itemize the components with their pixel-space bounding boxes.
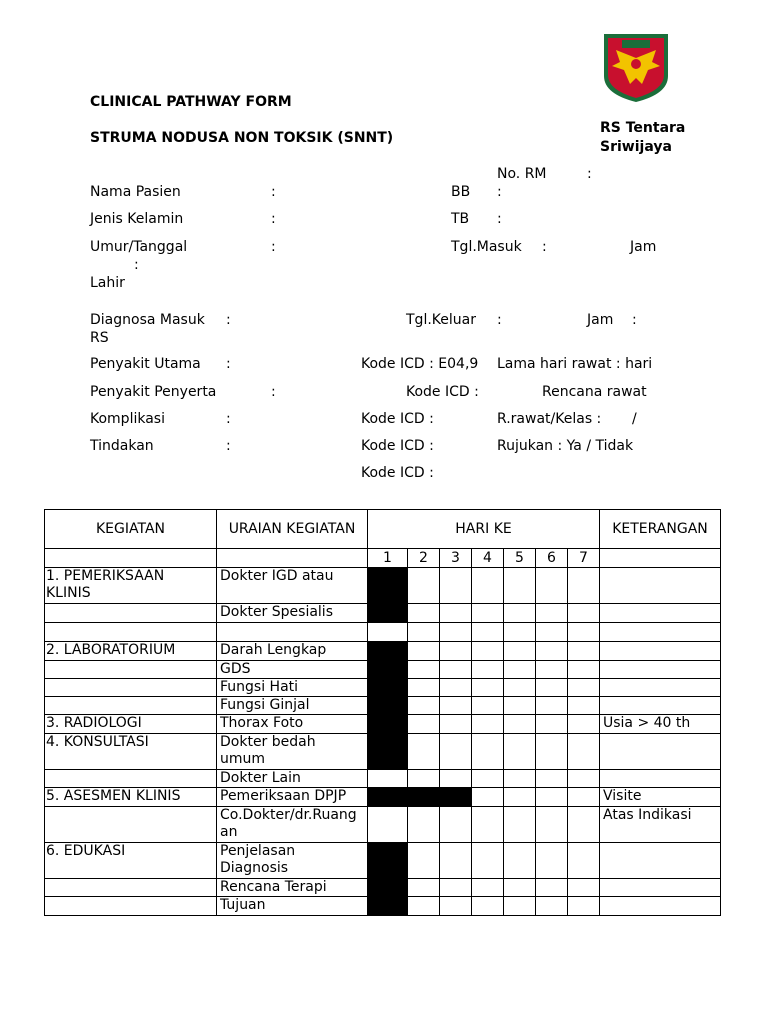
form-title: CLINICAL PATHWAY FORM <box>90 94 292 110</box>
table-row <box>45 623 721 642</box>
day-cell <box>472 897 504 916</box>
day-cell <box>440 807 472 843</box>
tgl-keluar-colon: : <box>497 312 502 328</box>
day-cell <box>568 623 600 642</box>
day-cell <box>472 788 504 807</box>
uraian-cell: Dokter Spesialis <box>217 604 368 623</box>
day-cell <box>504 788 536 807</box>
day-cell <box>568 770 600 788</box>
table-row <box>45 715 721 734</box>
keterangan-cell <box>600 661 721 679</box>
table-row <box>45 642 721 661</box>
day-3: 3 <box>440 549 472 568</box>
day-cell <box>440 770 472 788</box>
day-cell <box>408 788 440 807</box>
day-cell <box>536 715 568 734</box>
bb-colon: : <box>497 184 502 200</box>
day-cell <box>408 604 440 623</box>
uraian-cell: Rencana Terapi <box>217 879 368 897</box>
day-cell <box>472 843 504 879</box>
day-cell <box>568 697 600 715</box>
day-cell <box>568 788 600 807</box>
uraian-cell: Thorax Foto <box>217 715 368 734</box>
day-cell <box>368 734 408 770</box>
penyakit-utama-label: Penyakit Utama <box>90 356 201 372</box>
table-row <box>45 679 721 697</box>
bb-label: BB <box>451 184 471 200</box>
day-cell <box>408 715 440 734</box>
day-cell <box>368 807 408 843</box>
table-row <box>45 879 721 897</box>
jam-label-2: Jam <box>587 312 614 328</box>
table-row <box>45 770 721 788</box>
hospital-name: RS Tentara <box>600 120 686 136</box>
day-cell <box>472 623 504 642</box>
keterangan-cell <box>600 734 721 770</box>
keterangan-cell <box>600 897 721 916</box>
day-4: 4 <box>472 549 504 568</box>
day-cell <box>408 807 440 843</box>
day-cell <box>368 568 408 604</box>
day-cell <box>368 715 408 734</box>
day-cell <box>504 661 536 679</box>
day-cell <box>440 788 472 807</box>
empty-cell <box>45 549 217 568</box>
keterangan-cell <box>600 697 721 715</box>
kegiatan-cell <box>45 697 217 715</box>
day-cell <box>504 642 536 661</box>
table-row <box>45 843 721 879</box>
lama-rawat: Lama hari rawat : hari <box>497 356 653 372</box>
uraian-cell: GDS <box>217 661 368 679</box>
day-cell <box>568 807 600 843</box>
day-cell <box>440 843 472 879</box>
rujukan: Rujukan : Ya / Tidak <box>497 438 634 454</box>
day-cell <box>472 715 504 734</box>
day-cell <box>504 715 536 734</box>
kegiatan-cell <box>45 807 217 843</box>
form-subtitle: STRUMA NODUSA NON TOKSIK (SNNT) <box>90 130 394 146</box>
day-cell <box>472 807 504 843</box>
day-cell <box>472 734 504 770</box>
day-cell <box>568 642 600 661</box>
day-cell <box>536 807 568 843</box>
empty-cell <box>600 549 721 568</box>
table-row <box>45 604 721 623</box>
day-cell <box>536 604 568 623</box>
diagnosa-colon: : <box>226 312 231 328</box>
day-cell <box>472 568 504 604</box>
kegiatan-cell <box>45 879 217 897</box>
day-cell <box>472 679 504 697</box>
day-cell <box>440 897 472 916</box>
kegiatan-cell: 1. PEMERIKSAAN KLINIS <box>45 568 217 604</box>
uraian-cell: Penjelasan Diagnosis <box>217 843 368 879</box>
day-cell <box>440 679 472 697</box>
uraian-cell: Fungsi Ginjal <box>217 697 368 715</box>
day-cell <box>408 897 440 916</box>
table-row <box>45 734 721 770</box>
day-cell <box>472 661 504 679</box>
day-cell <box>504 879 536 897</box>
uraian-cell: Dokter bedah umum <box>217 734 368 770</box>
day-header-row <box>45 549 721 568</box>
day-cell <box>504 679 536 697</box>
day-cell <box>536 788 568 807</box>
day-cell <box>440 661 472 679</box>
jk-label: Jenis Kelamin <box>90 211 184 227</box>
day-cell <box>368 604 408 623</box>
table-row <box>45 788 721 807</box>
day-cell <box>536 843 568 879</box>
diagnosa-label: Diagnosa Masuk <box>90 312 205 328</box>
table-row <box>45 568 721 604</box>
day-cell <box>536 879 568 897</box>
day-cell <box>536 697 568 715</box>
day-cell <box>408 770 440 788</box>
day-cell <box>504 734 536 770</box>
day-cell <box>568 879 600 897</box>
day-cell <box>568 604 600 623</box>
no-rm-label: No. RM <box>497 166 547 182</box>
header-kegiatan: KEGIATAN <box>45 510 217 549</box>
hospital-name-cont: Sriwijaya <box>600 139 672 155</box>
day-cell <box>568 679 600 697</box>
day-cell <box>472 604 504 623</box>
kegiatan-cell <box>45 661 217 679</box>
keterangan-cell <box>600 568 721 604</box>
day-cell <box>504 568 536 604</box>
day-cell <box>368 843 408 879</box>
nama-label: Nama Pasien <box>90 184 181 200</box>
day-cell <box>408 661 440 679</box>
kode-icd-1: Kode ICD : E04,9 <box>361 356 479 372</box>
kode-icd-3: Kode ICD : <box>361 411 434 427</box>
table-row <box>45 897 721 916</box>
day-cell <box>536 679 568 697</box>
day-cell <box>440 642 472 661</box>
hospital-logo <box>602 32 670 104</box>
umur-colon: : <box>271 239 276 255</box>
day-7: 7 <box>568 549 600 568</box>
day-cell <box>568 661 600 679</box>
day-cell <box>368 788 408 807</box>
kegiatan-cell: 4. KONSULTASI <box>45 734 217 770</box>
day-cell <box>504 843 536 879</box>
day-cell <box>408 642 440 661</box>
penyakit-penyerta-colon: : <box>271 384 276 400</box>
no-rm-colon: : <box>587 166 592 182</box>
keterangan-cell: Visite <box>600 788 721 807</box>
kegiatan-cell: 6. EDUKASI <box>45 843 217 879</box>
day-cell <box>536 661 568 679</box>
keterangan-cell <box>600 843 721 879</box>
keterangan-cell: Usia > 40 th <box>600 715 721 734</box>
day-cell <box>368 661 408 679</box>
table-row <box>45 697 721 715</box>
day-cell <box>408 623 440 642</box>
kegiatan-cell: 3. RADIOLOGI <box>45 715 217 734</box>
day-cell <box>536 568 568 604</box>
day-cell <box>440 715 472 734</box>
day-2: 2 <box>408 549 440 568</box>
rrawat-slash: / <box>632 411 637 427</box>
day-cell <box>504 770 536 788</box>
day-cell <box>536 623 568 642</box>
day-cell <box>440 879 472 897</box>
jam-label-1: Jam <box>630 239 657 255</box>
rencana-rawat: Rencana rawat <box>542 384 647 400</box>
day-cell <box>568 715 600 734</box>
day-cell <box>472 697 504 715</box>
day-cell <box>568 568 600 604</box>
uraian-cell: Co.Dokter/dr.Ruangan <box>217 807 368 843</box>
uraian-cell <box>217 623 368 642</box>
tgl-keluar-label: Tgl.Keluar <box>406 312 476 328</box>
day-cell <box>368 642 408 661</box>
day-cell <box>440 604 472 623</box>
header-hari-ke: HARI KE <box>368 510 600 549</box>
day-cell <box>368 879 408 897</box>
day-cell <box>568 734 600 770</box>
jam-colon-2: : <box>632 312 637 328</box>
day-cell <box>440 623 472 642</box>
keterangan-cell: Atas Indikasi <box>600 807 721 843</box>
day-cell <box>504 807 536 843</box>
uraian-cell: Dokter Lain <box>217 770 368 788</box>
tgl-masuk-colon: : <box>542 239 547 255</box>
umur-label: Umur/Tanggal <box>90 239 188 255</box>
table-row <box>45 661 721 679</box>
day-cell <box>368 679 408 697</box>
day-cell <box>368 770 408 788</box>
komplikasi-label: Komplikasi <box>90 411 165 427</box>
day-cell <box>536 897 568 916</box>
table-row <box>45 807 721 843</box>
day-cell <box>536 642 568 661</box>
tb-label: TB <box>451 211 470 227</box>
day-cell <box>472 770 504 788</box>
day-cell <box>568 843 600 879</box>
day-cell <box>504 604 536 623</box>
day-cell <box>536 770 568 788</box>
kode-icd-2: Kode ICD : <box>406 384 479 400</box>
day-cell <box>368 697 408 715</box>
day-cell <box>368 897 408 916</box>
day-cell <box>408 697 440 715</box>
uraian-cell: Pemeriksaan DPJP <box>217 788 368 807</box>
diagnosa-rs: RS <box>90 330 109 346</box>
uraian-cell: Fungsi Hati <box>217 679 368 697</box>
uraian-cell: Tujuan <box>217 897 368 916</box>
kegiatan-cell <box>45 679 217 697</box>
kegiatan-cell <box>45 623 217 642</box>
penyakit-utama-colon: : <box>226 356 231 372</box>
day-cell <box>472 642 504 661</box>
jk-colon: : <box>271 211 276 227</box>
uraian-cell: Darah Lengkap <box>217 642 368 661</box>
day-cell <box>504 697 536 715</box>
uraian-cell: Dokter IGD atau <box>217 568 368 604</box>
kegiatan-cell <box>45 897 217 916</box>
keterangan-cell <box>600 770 721 788</box>
header-keterangan: KETERANGAN <box>600 510 721 549</box>
kegiatan-cell <box>45 604 217 623</box>
penyakit-penyerta-label: Penyakit Penyerta <box>90 384 217 400</box>
day-1: 1 <box>368 549 408 568</box>
day-5: 5 <box>504 549 536 568</box>
day-cell <box>440 734 472 770</box>
kode-icd-5: Kode ICD : <box>361 465 434 481</box>
kegiatan-cell: 5. ASESMEN KLINIS <box>45 788 217 807</box>
keterangan-cell <box>600 642 721 661</box>
day-cell <box>504 623 536 642</box>
kegiatan-cell: 2. LABORATORIUM <box>45 642 217 661</box>
keterangan-cell <box>600 879 721 897</box>
day-cell <box>408 734 440 770</box>
empty-cell <box>217 549 368 568</box>
keterangan-cell <box>600 623 721 642</box>
nama-colon: : <box>271 184 276 200</box>
pathway-table <box>44 509 721 916</box>
day-6: 6 <box>536 549 568 568</box>
kode-icd-4: Kode ICD : <box>361 438 434 454</box>
day-cell <box>408 679 440 697</box>
day-cell <box>408 879 440 897</box>
lahir-label: Lahir <box>90 275 125 291</box>
day-cell <box>440 568 472 604</box>
keterangan-cell <box>600 679 721 697</box>
umur-colon2: : <box>134 257 139 273</box>
day-cell <box>504 897 536 916</box>
header-uraian: URAIAN KEGIATAN <box>217 510 368 549</box>
komplikasi-colon: : <box>226 411 231 427</box>
day-cell <box>440 697 472 715</box>
tindakan-label: Tindakan <box>90 438 154 454</box>
tgl-masuk-label: Tgl.Masuk <box>451 239 522 255</box>
day-cell <box>408 843 440 879</box>
day-cell <box>536 734 568 770</box>
tb-colon: : <box>497 211 502 227</box>
kegiatan-cell <box>45 770 217 788</box>
rrawat-kelas: R.rawat/Kelas : <box>497 411 602 427</box>
day-cell <box>408 568 440 604</box>
keterangan-cell <box>600 604 721 623</box>
day-cell <box>368 623 408 642</box>
day-cell <box>568 897 600 916</box>
day-cell <box>472 879 504 897</box>
tindakan-colon: : <box>226 438 231 454</box>
